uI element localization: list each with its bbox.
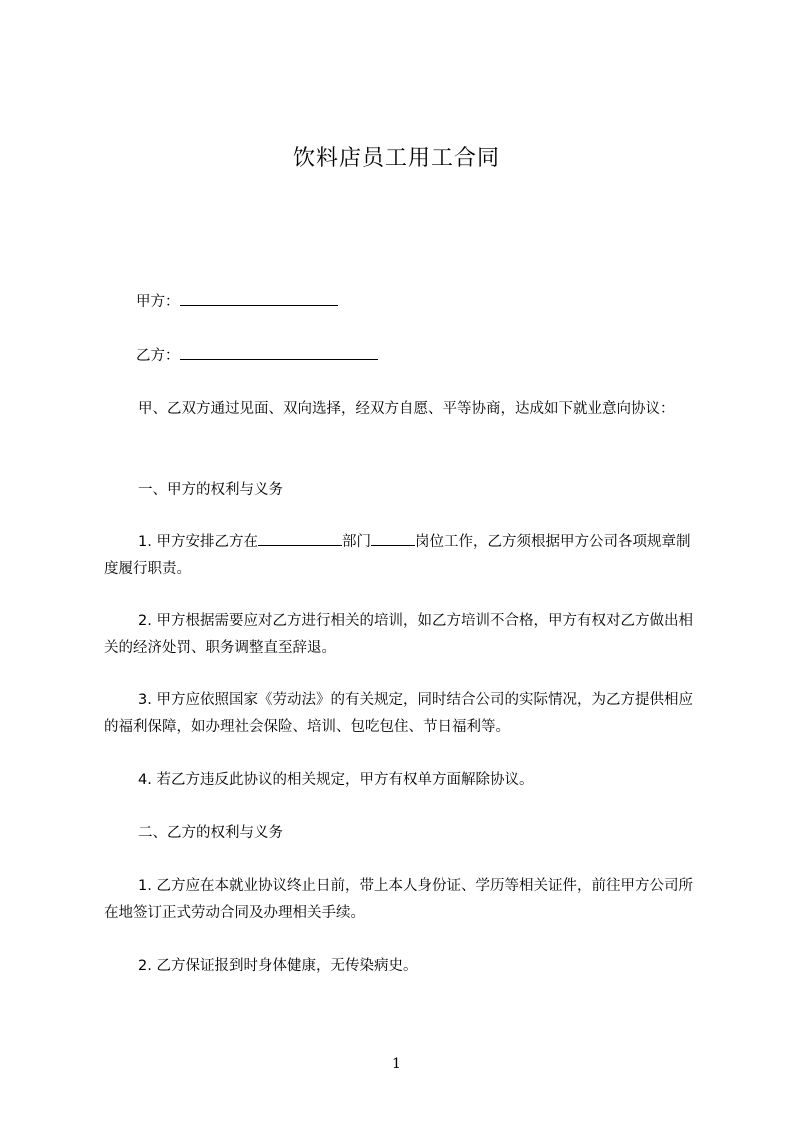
party-b-line <box>0 345 793 366</box>
s1-item1 <box>104 529 704 583</box>
s1-item3-text: 3. 甲方应依照国家《劳动法》的有关规定，同时结合公司的实际情况，为乙方提供相应的福利保障，如办理社会保险、培训、包吃包住、节日福利等。 <box>104 692 693 735</box>
party-a-blank[interactable] <box>180 291 338 306</box>
document-title: 饮料店员工用工合同 <box>292 146 500 171</box>
s1-item2-text: 2. 甲方根据需要应对乙方进行相关的培训，如乙方培训不合格，甲方有权对乙方做出相关的经济处罚、职务调整直至辞退。 <box>104 613 693 656</box>
s1-item1-part3: 岗位工作，乙方须根据甲方公司各项规章制度履行职责。 <box>104 534 691 577</box>
s1-item2 <box>104 608 704 662</box>
position-blank[interactable] <box>371 531 415 546</box>
party-b-blank[interactable] <box>180 345 378 360</box>
department-blank[interactable] <box>258 531 342 546</box>
intro-paragraph <box>104 396 704 423</box>
s1-item1-part1: 1. 甲方安排乙方在 <box>138 534 258 550</box>
page-number: 1 <box>392 1056 401 1072</box>
section2-heading <box>104 820 704 847</box>
s2-item2 <box>104 953 704 980</box>
s2-item1 <box>104 873 704 927</box>
s2-item1-text: 1. 乙方应在本就业协议终止日前，带上本人身份证、学历等相关证件，前往甲方公司所在地签订正式劳动合同及办理相关手续。 <box>104 878 693 921</box>
s1-item3 <box>104 687 704 741</box>
intro-text: 甲、乙双方通过见面、双向选择，经双方自愿、平等协商，达成如下就业意向协议： <box>138 401 675 417</box>
s1-item4 <box>104 767 704 794</box>
s2-item2-text: 2. 乙方保证报到时身体健康，无传染病史。 <box>138 958 418 974</box>
party-a-line <box>0 291 793 312</box>
section1-heading-text: 一、甲方的权利与义务 <box>138 482 283 498</box>
party-b-label: 乙方： <box>136 348 180 364</box>
section1-heading <box>104 477 704 504</box>
s1-item4-text: 4. 若乙方违反此协议的相关规定，甲方有权单方面解除协议。 <box>138 772 534 788</box>
section2-heading-text: 二、乙方的权利与义务 <box>138 825 283 841</box>
party-a-label: 甲方： <box>136 294 180 310</box>
s1-item1-part2: 部门 <box>341 534 371 550</box>
